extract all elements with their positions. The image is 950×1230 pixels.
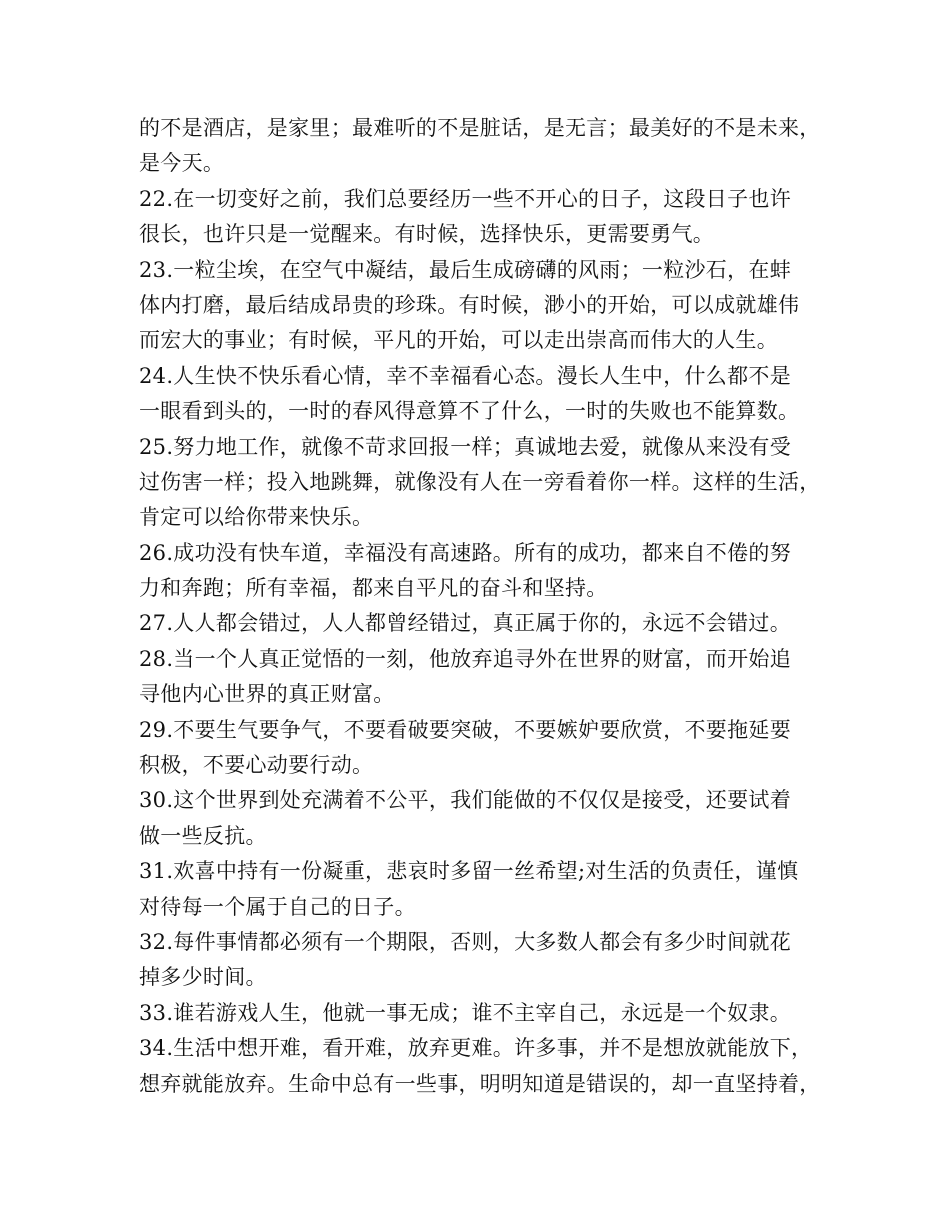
text-line: 想弃就能放弃。生命中总有一些事，明明知道是错误的，却一直坚持着，: [139, 1071, 821, 1096]
text-line: 27.人人都会错过，人人都曾经错过，真正属于你的，永远不会错过。: [139, 611, 791, 636]
text-line: 体内打磨，最后结成昂贵的珍珠。有时候，渺小的开始，可以成就雄伟: [139, 292, 800, 317]
text-line: 29.不要生气要争气，不要看破要突破，不要嫉妒要欣赏，不要拖延要: [139, 717, 791, 742]
quote-text-block: [139, 111, 829, 1102]
text-line: 31.欢喜中持有一份凝重，悲哀时多留一丝希望;对生活的负责任，谨慎: [139, 859, 799, 884]
text-line: 肯定可以给你带来快乐。: [139, 505, 374, 530]
text-line: 寻他内心世界的真正财富。: [139, 682, 395, 707]
text-line: 26.成功没有快车道，幸福没有高速路。所有的成功，都来自不倦的努: [139, 540, 791, 565]
text-line: 过伤害一样；投入地跳舞，就像没有人在一旁看着你一样。这样的生活，: [139, 469, 821, 494]
text-line: 22.在一切变好之前，我们总要经历一些不开心的日子，这段日子也许: [139, 186, 791, 211]
text-line: 34.生活中想开难，看开难，放弃更难。许多事，并不是想放就能放下，: [139, 1036, 813, 1061]
text-line: 很长，也许只是一觉醒来。有时候，选择快乐，更需要勇气。: [139, 222, 715, 247]
text-line: 24.人生快不快乐看心情，幸不幸福看心态。漫长人生中，什么都不是: [139, 363, 791, 388]
text-line: 掉多少时间。: [139, 965, 267, 990]
text-line: 一眼看到头的，一时的春风得意算不了什么，一时的失败也不能算数。: [139, 399, 800, 424]
text-line: 32.每件事情都必须有一个期限，否则，大多数人都会有多少时间就花: [139, 929, 791, 954]
text-line: 25.努力地工作，就像不苛求回报一样；真诚地去爱，就像从来没有受: [139, 434, 791, 459]
text-line: 33.谁若游戏人生，他就一事无成；谁不主宰自己，永远是一个奴隶。: [139, 1000, 791, 1025]
text-line: 做一些反抗。: [139, 823, 267, 848]
text-line: 而宏大的事业；有时候，平凡的开始，可以走出崇高而伟大的人生。: [139, 328, 778, 353]
text-line: 积极，不要心动要行动。: [139, 753, 374, 778]
text-line: 30.这个世界到处充满着不公平，我们能做的不仅仅是接受，还要试着: [139, 788, 791, 813]
text-line: 23.一粒尘埃，在空气中凝结，最后生成磅礴的风雨；一粒沙石，在蚌: [139, 257, 791, 282]
text-line: 是今天。: [139, 151, 225, 176]
text-line: 的不是酒店，是家里；最难听的不是脏话，是无言；最美好的不是未来，: [139, 116, 821, 140]
text-line: 力和奔跑；所有幸福，都来自平凡的奋斗和坚持。: [139, 576, 608, 601]
text-line: 对待每一个属于自己的日子。: [139, 894, 416, 919]
text-line: 28.当一个人真正觉悟的一刻，他放弃追寻外在世界的财富，而开始追: [139, 646, 791, 671]
